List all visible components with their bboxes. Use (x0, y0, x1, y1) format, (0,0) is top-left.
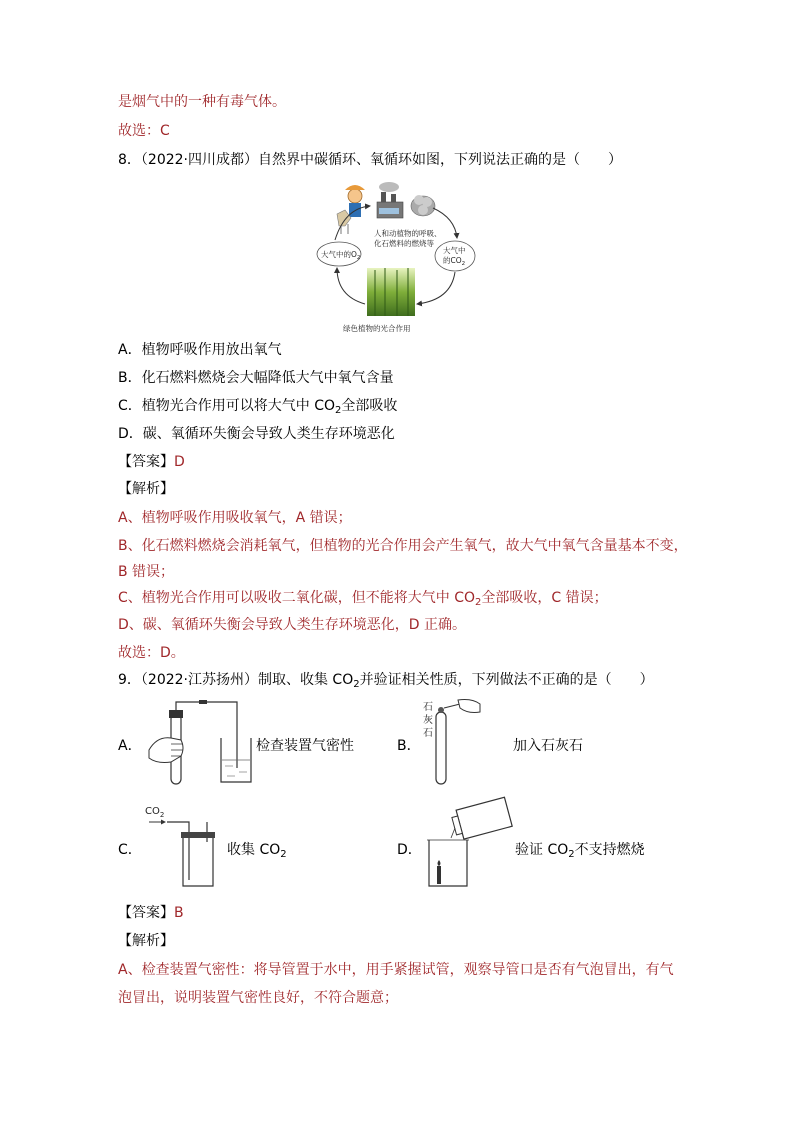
q8-analysis-b: B、化石燃料燃烧会消耗氧气，但植物的光合作用会产生氧气，故大气中氧气含量基本不变， (118, 538, 688, 554)
cycle-figure (315, 178, 480, 336)
limestone-label-1: 石 (423, 702, 433, 713)
collection-bottle (183, 838, 213, 886)
cycle-diagram (315, 178, 480, 336)
q8-analysis-c: C、植物光合作用可以吸收二氧化碳，但不能将大气中 $CO_2$全部吸收，C 错误； (118, 590, 608, 608)
co2-inlet-label: $CO_2$ (145, 806, 165, 819)
q8-option-a: A．植物呼吸作用放出氧气 (118, 342, 282, 358)
q8-option-b: B．化石燃料燃烧会大幅降低大气中氧气含量 (118, 370, 394, 386)
q8-option-c: C．植物光合作用可以将大气中 $CO_2$全部吸收 (118, 398, 398, 416)
candle (437, 866, 441, 884)
q8-choice: 故选：D。 (118, 645, 185, 661)
q8-analysis-b-cont: B 错误； (118, 564, 175, 580)
add-limestone-figure (420, 698, 490, 786)
delivery-tube (176, 702, 237, 768)
q8-stem: 8．（2022·四川成都）自然界中碳循环、氧循环如图，下列说法正确的是（ ） (118, 152, 622, 168)
q8-analysis-a: A、植物呼吸作用吸收氧气，A 错误； (118, 510, 352, 526)
co2-label-1: 大气中 (443, 246, 466, 255)
candle-beaker-figure (425, 796, 515, 890)
cycle-caption: 绿色植物的光合作用 (343, 324, 411, 333)
q8-analysis-d: D、碳、氧循环失衡会导致人类生存环境恶化，D 正确。 (118, 617, 467, 633)
gas-jar-pouring (450, 797, 512, 840)
airtightness-apparatus (145, 698, 255, 786)
cycle-label-top-2: 化石燃料的燃烧等 (374, 239, 434, 248)
co2-label-2: 的$CO_2$ (443, 256, 466, 267)
q9-option-d-letter: D． (397, 842, 422, 858)
q9-stem: 9．（2022·江苏扬州）制取、收集 $CO_2$并验证相关性质，下列做法不正确的是（ ） (118, 672, 654, 690)
candle-beaker (429, 840, 467, 886)
bottle-stopper (181, 832, 215, 838)
q9-analysis-a-cont: 泡冒出，说明装置气密性良好，不符合题意； (118, 990, 398, 1006)
upright-test-tube (436, 712, 446, 784)
arrow-co2-to-plants (417, 272, 455, 304)
q7-explanation-tail: 是烟气中的一种有毒气体。 (118, 94, 286, 110)
q9-option-c-text: 收集 $CO_2$ (227, 842, 287, 860)
q7-choice: 故选：C (118, 123, 170, 139)
candle-flame (438, 860, 441, 866)
q9-answer: 【答案】B (118, 905, 184, 921)
q9-option-c-letter: C． (118, 842, 142, 858)
q8-answer: 【答案】D (118, 454, 185, 470)
limestone-label-3: 石 (423, 728, 433, 739)
q8-option-d: D．碳、氧循环失衡会导致人类生存环境恶化 (118, 426, 395, 442)
long-inlet-tube (167, 822, 189, 880)
cycle-label-top-1: 人和动植物的呼吸、 (374, 229, 442, 238)
respiration-illustration (337, 182, 435, 234)
q9-option-b-letter: B． (397, 738, 421, 754)
q9-analysis-a: A、检查装置气密性：将导管置于水中，用手紧握试管，观察导管口是否有气泡冒出，有气 (118, 962, 674, 978)
q9-option-a-letter: A． (118, 738, 142, 754)
stopper (169, 710, 183, 718)
limestone-label-2: 灰 (423, 715, 433, 726)
q8-analysis-label: 【解析】 (118, 481, 174, 497)
q9-analysis-label: 【解析】 (118, 933, 174, 949)
limestone-lump (438, 707, 444, 713)
q9-option-a-text: 检查装置气密性 (256, 738, 354, 754)
q9-option-b-text: 加入石灰石 (513, 738, 583, 754)
q9-option-d-text: 验证 $CO_2$不支持燃烧 (515, 842, 645, 860)
gas-collection-bottle (143, 800, 223, 890)
tweezers-hand (458, 700, 480, 713)
arrow-plants-to-o2 (337, 268, 365, 304)
o2-label: 大气中的$O_2$ (321, 250, 361, 261)
